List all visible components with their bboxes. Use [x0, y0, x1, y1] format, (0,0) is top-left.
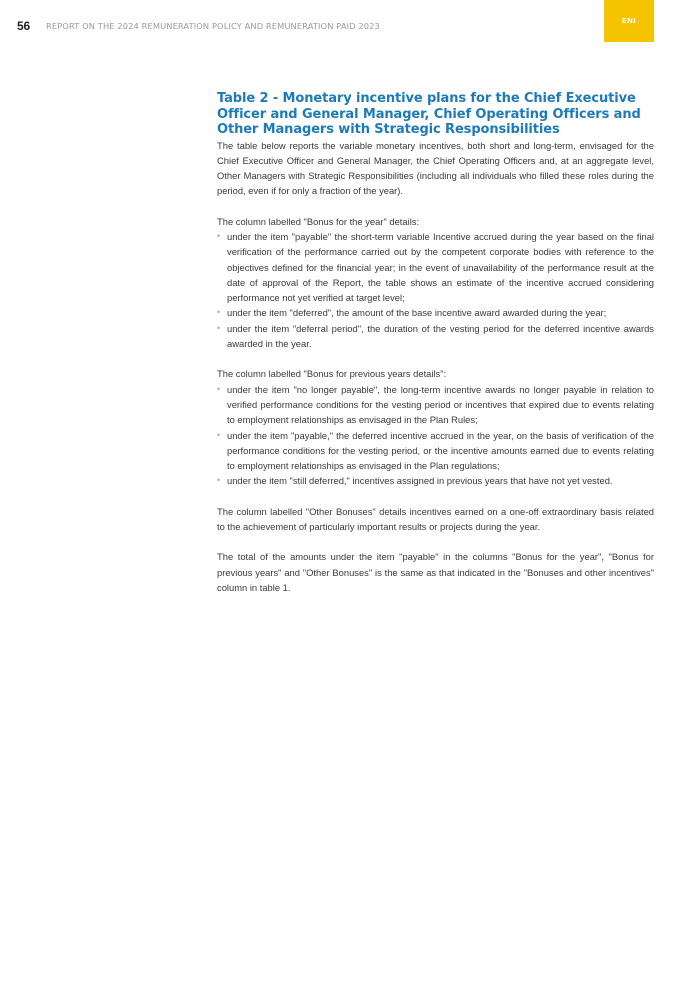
- spacer: [217, 199, 654, 214]
- bonus-previous-lead: The column labelled "Bonus for previous years details":: [217, 368, 447, 380]
- list-item-text: under the item "deferred", the amount of the base incentive award awarded during the year;: [227, 307, 607, 319]
- list-item: [217, 428, 654, 474]
- bullet-icon: •: [217, 230, 221, 241]
- bullet-icon: •: [217, 383, 221, 394]
- list-item-text: under the item "deferral period", the duration of the vesting period for the deferred incentive awards awarded in the year.: [227, 322, 654, 350]
- running-header-title: REPORT ON THE 2024 REMUNERATION POLICY AND REMUNERATION PAID 2023: [46, 21, 380, 31]
- brand-label: ENI: [621, 17, 637, 25]
- bullet-icon: •: [217, 307, 221, 318]
- list-item: [217, 321, 654, 352]
- spacer: [217, 534, 654, 549]
- list-item-text: under the item "no longer payable", the long-term incentive awards no longer payable in relation to verified performance conditions for the vesting period or incentives that expired due to events relating to employment relationships as envisaged in the Plan Rules;: [227, 383, 654, 426]
- list-item: [217, 382, 654, 428]
- bullet-icon: •: [217, 322, 221, 333]
- bullet-icon: •: [217, 475, 221, 486]
- main-content: [217, 91, 654, 595]
- other-bonuses-paragraph: The column labelled "Other Bonuses" details incentives earned on a one-off extraordinary basis related to the achievement of particularly important results or projects during the year.: [217, 505, 654, 533]
- total-note-paragraph: The total of the amounts under the item "payable" in the columns "Bonus for the year", "Bonus for previous years" and "Other Bonuses" is the same as that indicated in the "Bonuses and other incentives" column in table 1.: [217, 551, 654, 593]
- list-item-text: under the item "payable" the short-term variable Incentive accrued during the year based on the final verification of the performance carried out by the competent corporate bodies with reference to the objectives defined for the financial year; in the event of unavailability of the performance result at the date of approval of the Report, the table shows an estimate of the incentive accrued considering performance not yet verified at target level;: [227, 230, 654, 304]
- spacer: [217, 489, 654, 504]
- page-number: 56: [17, 19, 30, 33]
- list-item: [217, 305, 654, 320]
- bonus-year-lead: The column labelled "Bonus for the year" details:: [217, 215, 420, 227]
- spacer: [217, 351, 654, 366]
- bullet-icon: •: [217, 429, 221, 440]
- intro-paragraph: The table below reports the variable monetary incentives, both short and long-term, envisaged for the Chief Executive Officer and General Manager, the Chief Operating Officers and, at an aggregate level, Other Managers with Strategic Responsibilities (including all individuals who filled these roles during the period, even if for only a fraction of the year).: [217, 139, 654, 197]
- list-item: [217, 229, 654, 305]
- brand-tab: [604, 0, 654, 42]
- list-item-text: under the item "still deferred," incentives assigned in previous years that have not yet vested.: [227, 475, 613, 487]
- bonus-previous-list: [217, 382, 654, 489]
- section-title: Table 2 - Monetary incentive plans for the Chief Executive Officer and General Manager, Chief Operating Officers and Other Managers with Strategic Responsibilities: [217, 91, 641, 137]
- bonus-year-list: [217, 229, 654, 351]
- list-item: [217, 473, 654, 488]
- list-item-text: under the item "payable," the deferred incentive accrued in the year, on the basis of verification of the performance conditions for the vesting period, or the incentive amounts earned due to events relating to employment relationships as envisaged in the Plan regulations;: [227, 429, 654, 472]
